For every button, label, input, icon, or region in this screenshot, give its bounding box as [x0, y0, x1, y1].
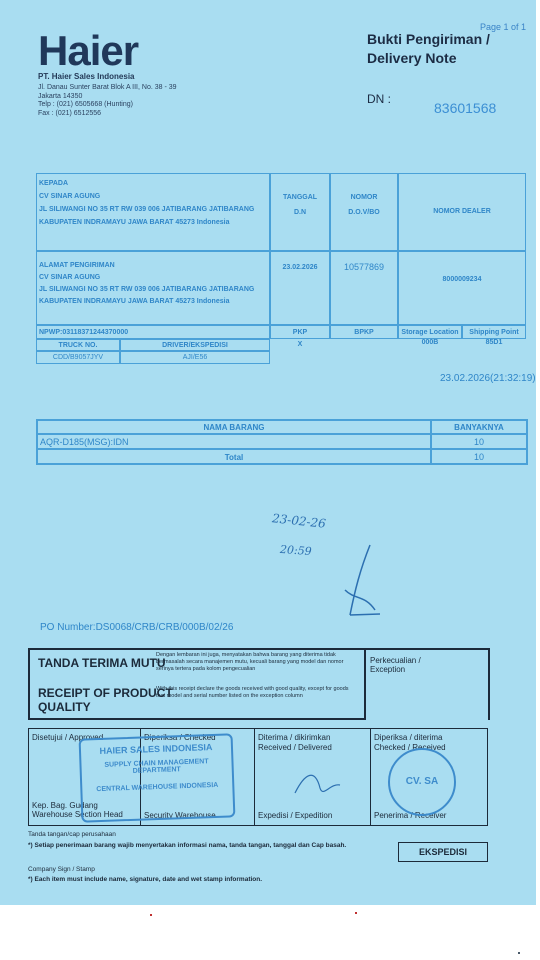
- item-qty: 10: [473, 437, 484, 447]
- dealer-value-cell: [398, 251, 526, 325]
- expedition-signature: [285, 763, 345, 803]
- dealer-header: [398, 173, 526, 251]
- header-table: [36, 173, 526, 351]
- kepada-name: CV SINAR AGUNG: [39, 193, 101, 200]
- col-name-label: NAMA BARANG: [203, 423, 265, 432]
- npwp-value: NPWP:03118371244370000: [39, 329, 129, 336]
- receipt-text-en: With this receipt declare the goods received with good quality, except for goods that model and serial number listed on the exception column: [156, 686, 349, 699]
- exception-label-en: Exception: [370, 665, 406, 674]
- nomor-value: 10577869: [343, 262, 385, 272]
- dealer-value: 8000009234: [442, 276, 482, 283]
- receipt-title-en: [38, 686, 173, 714]
- company-name: PT. Haier Sales Indonesia: [38, 72, 135, 81]
- dealer-label: NOMOR DEALER: [433, 208, 491, 215]
- note-id: *) Setiap penerimaan barang wajib menyertakan informasi nama, tanda tangan, tanggal dan Cap basah.: [28, 842, 347, 849]
- shipping-label: Shipping Point: [469, 329, 519, 336]
- truck-value-cell: [36, 351, 120, 364]
- table-row: [37, 434, 431, 449]
- title-line-2: Delivery Note: [367, 50, 457, 66]
- receipt-title-id: TANDA TERIMA MUTU: [38, 656, 166, 670]
- npwp-cell: [36, 325, 270, 339]
- shipping-cell: [462, 325, 526, 339]
- stamp-line-1: HAIER SALES INDONESIA: [99, 742, 213, 756]
- pengiriman-name: CV SINAR AGUNG: [39, 274, 101, 281]
- tanggal-value: 23.02.2026: [282, 264, 318, 271]
- total-qty: 10: [473, 452, 484, 462]
- receipt-quality-box: [28, 648, 490, 720]
- dn-label: DN :: [367, 92, 391, 106]
- signature-scribble: [330, 540, 390, 620]
- delivered-label: [258, 733, 370, 753]
- total-label: Total: [224, 453, 244, 462]
- speck: [150, 914, 152, 916]
- truck-label-cell: [36, 339, 120, 351]
- handwritten-time: 20:59: [279, 542, 313, 559]
- driver-label: DRIVER/EKSPEDISI: [162, 342, 228, 349]
- truck-label: TRUCK NO.: [58, 342, 98, 349]
- items-col-qty: [431, 420, 527, 434]
- items-table: [36, 419, 528, 465]
- dn-number: 83601568: [434, 100, 497, 116]
- pengiriman-label: ALAMAT PENGIRIMAN: [39, 262, 115, 269]
- company-address: [38, 84, 177, 118]
- dn-col-label: D.N: [293, 209, 307, 216]
- bpkp-cell: [330, 325, 398, 339]
- stamp-line-2: SUPPLY CHAIN MANAGEMENT DEPARTMENT: [104, 758, 209, 775]
- exception-label: Perkecualian /: [370, 656, 421, 665]
- printed-timestamp: 23.02.2026(21:32:19): [440, 373, 536, 384]
- security-label: Security Warehouse: [144, 811, 216, 820]
- pengiriman-cell: [36, 251, 270, 325]
- item-name: AQR-D185(MSG):IDN: [40, 437, 129, 447]
- receipt-text-id: Dengan lembaran ini juga, menyatakan bahwa barang yang diterima tidak bermasalah secara manajemen mutu, kecuali barang yang model dan nomor serinya tertera pada kolom pengecualian: [156, 652, 344, 672]
- driver-value-cell: [120, 351, 270, 364]
- po-number: PO Number:DS0068/CRB/CRB/000B/02/26: [40, 622, 234, 633]
- pkp-value: X: [297, 341, 303, 348]
- truck-value: CDD/B9057JYV: [52, 354, 104, 361]
- delivered-label-2: Received / Delivered: [258, 743, 332, 752]
- total-qty-cell: [431, 449, 527, 464]
- exception-box: [366, 648, 488, 722]
- tanggal-label: TANGGAL: [282, 194, 318, 201]
- driver-value: AJI/E56: [182, 354, 208, 361]
- note-en: *) Each item must include name, signature, date and wet stamp information.: [28, 876, 263, 883]
- receiver-label-1: Diperiksa / diterima: [374, 733, 443, 742]
- section-head-2: Warehouse Section Head: [32, 810, 123, 819]
- receipt-title-en-1: RECEIPT OF PRODUCT: [38, 686, 173, 700]
- bpkp-label: BPKP: [354, 329, 374, 336]
- haier-logo: Haier: [38, 27, 139, 74]
- address-line: Jl. Danau Sunter Barat Blok A III, No. 38 - 39: [38, 84, 177, 91]
- total-label-cell: [37, 449, 431, 464]
- section-head-1: Kep. Bag. Gudang: [32, 801, 98, 810]
- receipt-title-en-2: QUALITY: [38, 700, 91, 714]
- dosbo-label: D.O.V/BO: [348, 209, 380, 216]
- fax-line: Fax : (021) 6512556: [38, 109, 102, 117]
- delivered-label-1: Diterima / dikirimkan: [258, 733, 331, 742]
- document-title: [367, 30, 490, 68]
- tanggal-value-cell: [270, 251, 330, 325]
- driver-label-cell: [120, 339, 270, 351]
- approved-label: Disetujui / Approved: [32, 733, 104, 742]
- nomor-label: NOMOR: [350, 194, 378, 201]
- item-qty-cell: [431, 434, 527, 449]
- speck: [518, 952, 520, 954]
- pengiriman-address-2: KABUPATEN INDRAMAYU JAWA BARAT 45273 Indonesia: [39, 298, 230, 305]
- handwritten-date: 23-02-26: [271, 511, 327, 531]
- company-sign-id: Tanda tangan/cap perusahaan: [28, 831, 116, 838]
- receiver-name-label: Penerima / Receiver: [374, 811, 447, 820]
- nomor-value-cell: [330, 251, 398, 325]
- delivered-cell: [255, 729, 371, 825]
- phone-line: Telp : (021) 6505668 (Hunting): [38, 101, 133, 108]
- expedition-label: Expedisi / Expedition: [258, 811, 333, 820]
- tanggal-header: [270, 173, 330, 251]
- storage-label: Storage Location: [401, 329, 459, 336]
- company-sign-en: Company Sign / Stamp: [28, 866, 95, 873]
- nomor-header: [330, 173, 398, 251]
- storage-value: 000B: [421, 339, 439, 346]
- storage-cell: [398, 325, 462, 339]
- copy-label: EKSPEDISI: [398, 842, 488, 862]
- checked-label: Diperiksa / Checked: [144, 733, 216, 742]
- kepada-address-1: JL SILIWANGI NO 35 RT RW 039 006 JATIBARANG JATIBARANG: [39, 206, 255, 213]
- pkp-label: PKP: [292, 329, 308, 336]
- kepada-address-2: KABUPATEN INDRAMAYU JAWA BARAT 45273 Indonesia: [39, 219, 230, 226]
- kepada-label: KEPADA: [39, 180, 69, 187]
- cv-sa-stamp: CV. SA: [388, 748, 456, 816]
- shipping-value: 85D1: [485, 339, 503, 346]
- col-qty-label: BANYAKNYA: [454, 423, 504, 432]
- page-indicator: Page 1 of 1: [480, 22, 527, 32]
- kepada-cell: [36, 173, 270, 251]
- pengiriman-address-1: JL SILIWANGI NO 35 RT RW 039 006 JATIBARANG JATIBARANG: [39, 286, 255, 293]
- pkp-cell: [270, 325, 330, 339]
- speck: [355, 912, 357, 914]
- items-col-name: [37, 420, 431, 434]
- stamp-line-3: CENTRAL WAREHOUSE INDONESIA: [96, 781, 219, 794]
- receipt-declaration: [28, 648, 366, 720]
- receiver-label-2: Checked / Received: [374, 743, 446, 752]
- title-line-1: Bukti Pengiriman /: [367, 31, 490, 47]
- city-line: Jakarta 14350: [38, 92, 83, 100]
- haier-warehouse-stamp: [79, 733, 236, 822]
